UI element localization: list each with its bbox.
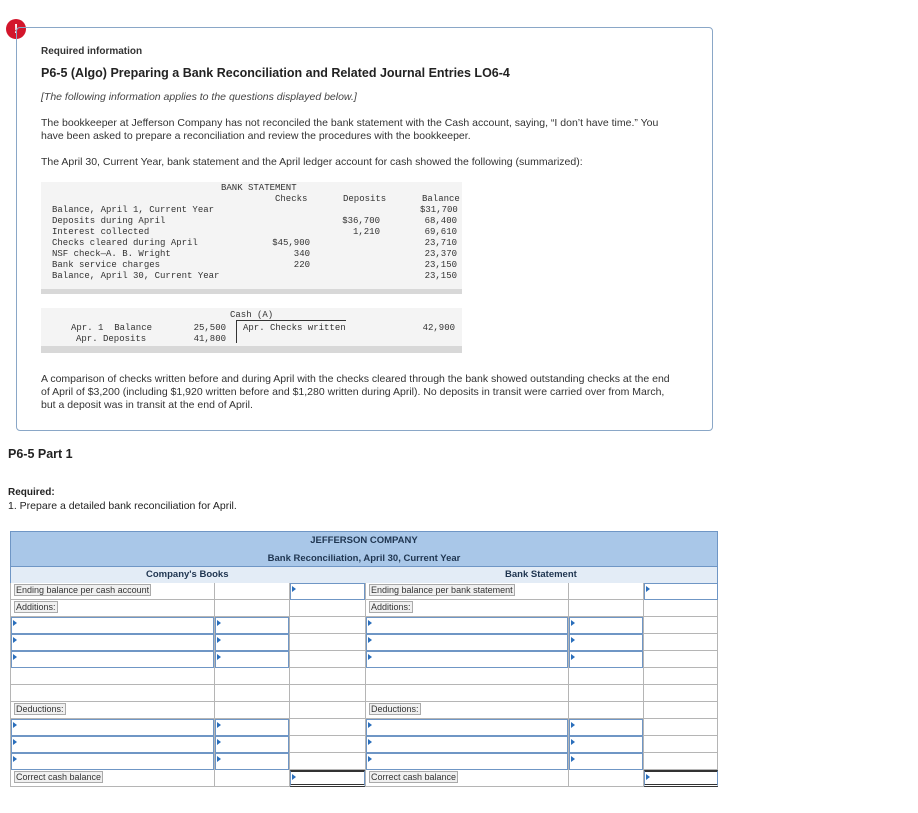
- col-deposits-header: Deposits: [343, 194, 387, 204]
- intro-paragraph: The bookkeeper at Jefferson Company has not reconciled the bank statement with the Cash account, saying, “I don’t have time.” You have been asked to prepare a reconciliation and review the procedures with the bookkeeper.: [41, 117, 659, 142]
- company-amount-cell: [289, 753, 365, 770]
- bank-amount-cell[interactable]: [568, 634, 643, 651]
- row-balance: 68,400: [424, 216, 457, 226]
- company-amount-cell[interactable]: [214, 719, 289, 736]
- bank-amount-cell: [568, 583, 643, 600]
- company-item-input[interactable]: [10, 617, 214, 634]
- recon-row: [10, 719, 718, 736]
- ledger-checks-value: 42,900: [422, 323, 455, 333]
- required-label: Required:: [8, 487, 55, 498]
- row-checks: 340: [293, 249, 310, 259]
- company-amount-cell: [214, 770, 289, 787]
- company-amount-cell[interactable]: [214, 753, 289, 770]
- requirement-1: 1. Prepare a detailed bank reconciliation for April.: [8, 500, 237, 512]
- recon-row: [10, 583, 718, 600]
- bank-item-input[interactable]: [365, 753, 568, 770]
- company-item-dropdown[interactable]: [11, 617, 214, 634]
- company-row-label: [10, 770, 214, 787]
- row-deposits: 1,210: [352, 227, 380, 237]
- ledger-deposits-label: Apr. Deposits: [76, 334, 147, 344]
- t-account-top-line: [236, 320, 346, 321]
- bank-amount-input[interactable]: [569, 634, 643, 651]
- bank-amount-input[interactable]: [569, 617, 643, 634]
- comparison-paragraph: A comparison of checks written before and during April with the checks cleared through the bank showed outstanding checks at the end of April of $3,200 (including $1,920 written before and $1,280 written during April). No deposits in transit were carried over from March, but a deposit was in transit at the end of April.: [41, 373, 670, 411]
- company-amount-input[interactable]: [215, 617, 289, 634]
- bank-total-amount-input[interactable]: [644, 770, 718, 787]
- company-amount-cell: [214, 583, 289, 600]
- recon-row: [10, 651, 718, 668]
- recon-row: [10, 617, 718, 634]
- recon-row: [10, 600, 718, 617]
- bank-amount-cell[interactable]: [568, 736, 643, 753]
- company-item-input[interactable]: [10, 736, 214, 753]
- bank-amount-cell: [643, 651, 718, 668]
- bank-label-text: Additions:: [371, 602, 411, 612]
- bank-item-input[interactable]: [365, 719, 568, 736]
- company-item-dropdown[interactable]: [11, 753, 214, 770]
- bank-statement-underline: [41, 289, 462, 294]
- col-balance-header: Balance: [422, 194, 460, 204]
- row-balance: 23,150: [424, 260, 457, 270]
- recon-row: [10, 770, 718, 787]
- bank-row-label: [365, 668, 568, 685]
- bank-row-label: [365, 702, 568, 719]
- recon-row: [10, 753, 718, 770]
- company-amount-cell: [289, 617, 365, 634]
- company-amount-cell: [214, 600, 289, 617]
- bank-amount-cell[interactable]: [568, 651, 643, 668]
- bank-amount-cell[interactable]: [643, 583, 718, 600]
- company-item-input[interactable]: [10, 719, 214, 736]
- company-amount-cell[interactable]: [289, 583, 365, 600]
- company-amount-cell[interactable]: [214, 651, 289, 668]
- company-amount-input[interactable]: [215, 634, 289, 651]
- company-amount-cell: [289, 600, 365, 617]
- company-amount-input[interactable]: [215, 753, 289, 770]
- bank-amount-input[interactable]: [644, 583, 718, 600]
- row-label: Balance, April 1, Current Year: [52, 205, 215, 215]
- company-amount-input[interactable]: [290, 583, 365, 600]
- bank-amount-cell: [568, 770, 643, 787]
- company-item-input[interactable]: [10, 634, 214, 651]
- bank-amount-cell: [568, 702, 643, 719]
- company-amount-cell: [289, 634, 365, 651]
- bank-item-input[interactable]: [365, 617, 568, 634]
- bank-amount-cell: [643, 668, 718, 685]
- row-balance: 23,150: [424, 271, 457, 281]
- problem-title: P6-5 (Algo) Preparing a Bank Reconciliation and Related Journal Entries LO6-4: [41, 66, 510, 80]
- company-amount-cell: [289, 668, 365, 685]
- recon-row: [10, 685, 718, 702]
- bank-statement-header: Bank Statement: [505, 569, 577, 580]
- company-row-label: [10, 583, 214, 600]
- required-information-label: Required information: [41, 46, 143, 57]
- recon-subtitle: Bank Reconciliation, April 30, Current Year: [267, 553, 461, 564]
- company-item-dropdown[interactable]: [11, 634, 214, 651]
- company-item-input[interactable]: [10, 651, 214, 668]
- bank-label-text: Ending balance per bank statement: [371, 585, 513, 595]
- bank-item-dropdown[interactable]: [366, 634, 568, 651]
- bank-amount-cell: [568, 600, 643, 617]
- row-label: Bank service charges: [52, 260, 161, 270]
- bank-amount-input[interactable]: [569, 651, 643, 668]
- company-name: JEFFERSON COMPANY: [310, 535, 418, 546]
- company-item-dropdown[interactable]: [11, 651, 214, 668]
- company-row-label: [10, 702, 214, 719]
- row-label: Deposits during April: [52, 216, 166, 226]
- bank-amount-cell[interactable]: [568, 617, 643, 634]
- row-balance: $31,700: [420, 205, 458, 215]
- company-amount-cell: [289, 736, 365, 753]
- bank-amount-cell: [643, 702, 718, 719]
- alert-icon: !: [6, 19, 26, 39]
- company-label-text: Ending balance per cash account: [16, 585, 150, 595]
- ledger-checks-label: Apr. Checks written: [243, 323, 346, 333]
- company-amount-cell[interactable]: [214, 617, 289, 634]
- bank-row-label: [365, 600, 568, 617]
- row-deposits: $36,700: [342, 216, 380, 226]
- ledger-deposits-value: 41,800: [193, 334, 226, 344]
- bank-item-input[interactable]: [365, 736, 568, 753]
- bank-item-input[interactable]: [365, 651, 568, 668]
- bank-amount-cell: [568, 668, 643, 685]
- part-title: P6-5 Part 1: [8, 447, 73, 461]
- row-checks: 220: [293, 260, 310, 270]
- row-label: NSF check—A. B. Wright: [52, 249, 171, 259]
- company-amount-cell[interactable]: [289, 770, 365, 787]
- bank-amount-input[interactable]: [569, 753, 643, 770]
- recon-row: [10, 668, 718, 685]
- bank-amount-cell: [643, 753, 718, 770]
- company-total-amount-input[interactable]: [290, 770, 365, 787]
- company-item-dropdown[interactable]: [11, 719, 214, 736]
- company-amount-input[interactable]: [215, 719, 289, 736]
- row-balance: 23,710: [424, 238, 457, 248]
- company-row-label: [10, 685, 214, 702]
- recon-column-headers: [10, 567, 718, 583]
- recon-row: [10, 634, 718, 651]
- bank-amount-cell[interactable]: [568, 753, 643, 770]
- row-balance: 69,610: [424, 227, 457, 237]
- company-item-input[interactable]: [10, 753, 214, 770]
- row-label: Checks cleared during April: [52, 238, 198, 248]
- company-amount-cell: [214, 668, 289, 685]
- company-row-label: [10, 668, 214, 685]
- company-amount-cell: [289, 651, 365, 668]
- data-intro-paragraph: The April 30, Current Year, bank statement and the April ledger account for cash showed the following (summarized):: [41, 156, 583, 168]
- company-amount-cell: [214, 685, 289, 702]
- info-note: [The following information applies to the questions displayed below.]: [41, 91, 357, 103]
- bank-amount-cell: [643, 736, 718, 753]
- bank-amount-cell: [568, 685, 643, 702]
- bank-amount-cell[interactable]: [568, 719, 643, 736]
- bank-reconciliation-form: [10, 531, 718, 787]
- bank-amount-cell: [643, 719, 718, 736]
- bank-amount-cell: [643, 617, 718, 634]
- recon-row: [10, 736, 718, 753]
- bank-item-dropdown[interactable]: [366, 736, 568, 753]
- bank-label-text: Deductions:: [371, 704, 419, 714]
- company-amount-cell: [289, 702, 365, 719]
- cash-ledger-underline: [41, 346, 462, 353]
- bank-statement-title: BANK STATEMENT: [221, 183, 297, 193]
- company-amount-cell[interactable]: [214, 634, 289, 651]
- bank-item-dropdown[interactable]: [366, 719, 568, 736]
- recon-grid: [10, 583, 718, 787]
- company-amount-cell: [289, 685, 365, 702]
- bank-row-label: [365, 583, 568, 600]
- bank-amount-input[interactable]: [569, 736, 643, 753]
- company-row-label: [10, 600, 214, 617]
- bank-amount-cell: [643, 600, 718, 617]
- company-books-header: Company's Books: [146, 569, 229, 580]
- ledger-balance-label: Apr. 1 Balance: [71, 323, 153, 333]
- bank-label-text: Correct cash balance: [371, 772, 457, 782]
- company-item-dropdown[interactable]: [11, 736, 214, 753]
- company-amount-cell: [214, 702, 289, 719]
- row-balance: 23,370: [424, 249, 457, 259]
- company-amount-input[interactable]: [215, 651, 289, 668]
- t-account-divider: [236, 320, 237, 343]
- company-label-text: Additions:: [16, 602, 56, 612]
- row-label: Interest collected: [52, 227, 150, 237]
- bank-item-dropdown[interactable]: [366, 753, 568, 770]
- bank-amount-input[interactable]: [569, 719, 643, 736]
- ledger-balance-value: 25,500: [193, 323, 226, 333]
- bank-amount-cell: [643, 685, 718, 702]
- bank-item-dropdown[interactable]: [366, 617, 568, 634]
- recon-row: [10, 702, 718, 719]
- bank-row-label: [365, 770, 568, 787]
- row-checks: $45,900: [272, 238, 310, 248]
- bank-amount-cell[interactable]: [643, 770, 718, 787]
- company-amount-cell: [289, 719, 365, 736]
- cash-ledger-title: Cash (A): [230, 310, 274, 320]
- bank-row-label: [365, 685, 568, 702]
- company-label-text: Correct cash balance: [16, 772, 102, 782]
- recon-header: [10, 531, 718, 567]
- col-checks-header: Checks: [275, 194, 308, 204]
- company-amount-cell[interactable]: [214, 736, 289, 753]
- bank-item-input[interactable]: [365, 634, 568, 651]
- row-label: Balance, April 30, Current Year: [52, 271, 220, 281]
- bank-item-dropdown[interactable]: [366, 651, 568, 668]
- company-label-text: Deductions:: [16, 704, 64, 714]
- bank-amount-cell: [643, 634, 718, 651]
- company-amount-input[interactable]: [215, 736, 289, 753]
